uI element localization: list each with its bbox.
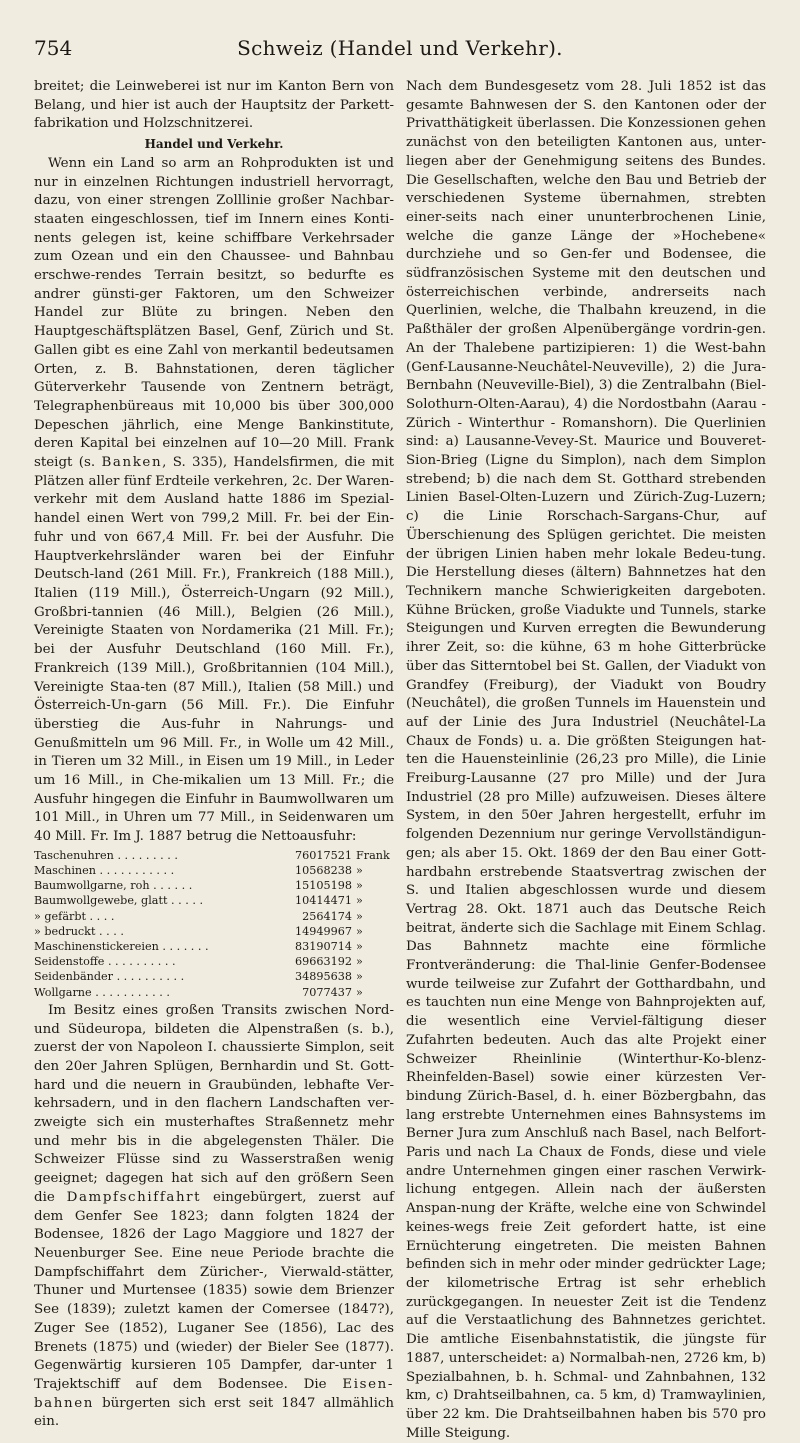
table-cell-item: Maschinenstickereien . . . . . . .: [34, 940, 209, 954]
table-cell-value: 2564174: [302, 909, 352, 923]
paragraph-text: bürgerten sich erst seit 1847 allmählich ein.: [34, 1395, 394, 1430]
table-cell-item: Maschinen . . . . . . . . . . .: [34, 864, 175, 878]
paragraph-continuation: breitet; die Leinweberei ist nur im Kanton Bern von Belang, und hier ist auch der Hauptsitz der Parkett-fabrikation und Holzschnitzerei.: [34, 79, 394, 132]
left-column: [34, 78, 395, 1430]
table-cell-value: 10414471: [295, 894, 352, 908]
table-row: [34, 848, 394, 863]
running-head: Schweiz (Handel und Verkehr).: [237, 36, 563, 60]
table-cell-unit: »: [356, 879, 363, 893]
table-cell-unit: »: [356, 955, 363, 969]
table-row: [34, 939, 394, 954]
table-cell-unit: »: [356, 894, 363, 908]
emphasized-term: Dampfschiffahrt: [66, 1189, 202, 1205]
export-table: [34, 848, 394, 1000]
table-cell-unit: »: [356, 924, 363, 938]
paragraph-text: , S. 335), Handelsfirmen, die mit Plätzen aller fünf Erdteile verkehren, 2c. Der Waren-verkehr mit dem Ausland hatte 1886 im Spezial-handel einen Wert von 799,2 Mill. Fr. bei der Ein-fuhr und von 667,4 Mill. Fr. bei der Ausfuhr. Die Hauptverkehrsländer waren bei der Einfuhr Deutsch-land (261 Mill. Fr.), Frankreich (188 Mill.), Italien (119 Mill.), Österreich-Ungarn (92 Mill.), Großbri-tannien (46 Mill.), Belgien (26 Mill.), Vereinigte Staaten von Nordamerika (21 Mill. Fr.); bei der Ausfuhr Deutschland (160 Mill. Fr.), Frankreich (139 Mill.), Großbritannien (104 Mill.), Vereinigte Staa-ten (87 Mill.), Italien (58 Mill.) und Österreich-Un-garn (56 Mill. Fr.). Die Einfuhr überstieg die Aus-fuhr in Nahrungs- und Genußmitteln um 96 Mill. Fr., in Wolle um 42 Mill., in Tieren um 32 Mill., in Eisen um 19 Mill., in Leder um 16 Mill., in Che-mikalien um 13 Mill. Fr.; die Ausfuhr hingegen die Einfuhr in Baumwollwaren um 101 Mill., in Uhren um 77 Mill., in Seidenwaren um 40 Mill. Fr. Im J. 1887 betrug die Nettoausfuhr:: [34, 455, 394, 845]
table-cell-item: Taschenuhren . . . . . . . . .: [34, 848, 178, 862]
table-cell-item: Seidenbänder . . . . . . . . . .: [34, 970, 185, 984]
page-number: 754: [34, 36, 73, 60]
table-row: [34, 969, 394, 984]
table-row: [34, 924, 394, 939]
table-cell-value: 69663192: [295, 955, 352, 969]
paragraph-text: eingebürgert, zuerst auf dem Genfer See 1823; dann folgten 1824 der Bodensee, 1826 der Lago Maggiore und 1827 der Neuenburger See. Eine neue Periode brachte die Dampfschiffahrt dem Züricher-, Vierwald-stätter, Thuner und Murtensee (1835) sowie dem Brienzer See (1839); zuletzt kamen der Comersee (1847?), Zuger See (1852), Luganer See (1856), Lac des Brenets (1875) und (wieder) der Bieler See (1877). Gegenwärtig kursieren 105 Dampfer, dar-unter 1 Trajektschiff auf dem Bodensee. Die: [34, 1189, 395, 1392]
table-cell-value: 14949967: [295, 924, 352, 938]
paragraph-railways: Nach dem Bundesgesetz vom 28. Juli 1852 ist das gesamte Bahnwesen der S. den Kantonen oder der Privatthätigkeit überlassen. Die Konzessionen gehen zunächst von den beteiligten Kantonen aus, unter-liegen aber der Genehmigung seitens des Bundes. Die Gesellschaften, welche den Bau und Betrieb der verschiedenen Systeme übernahmen, strebten einer-seits nach einer ununterbrochenen Linie, welche die ganze Länge der »Hochebene« durchziehe und so Gen-fer und Bodensee, die südfranzösischen Systeme mit den deutschen und österreichischen verbinde, andrerseits nach Querlinien, welche, die Thalbahn kreuzend, in die Paßthäler der großen Alpenübergänge vordrin-gen. An der Thalebene partizipieren: 1) die West-bahn (Genf-Lausanne-Neuchâtel-Neuveville), 2) die Jura-Bernbahn (Neuveville-Biel), 3) die Zentralbahn (Biel-Solothurn-Olten-Aarau), 4) die Nordostbahn (Aarau - Zürich - Winterthur - Romanshorn). Die Querlinien sind: a) Lausanne-Vevey-St. Maurice und Bouveret-Sion-Brieg (Ligne du Simplon), nach dem Simplon strebend; b) die nach dem St. Gotthard strebenden Linien Basel-Olten-Luzern und Zürich-Zug-Luzern; c) die Linie Rorschach-Sargans-Chur, auf Überschienung des Splügen gerichtet. Die meisten der übrigen Linien haben mehr lokale Bedeu-tung. Die Herstellung dieses (ältern) Bahnnetzes hat den Technikern manche Schwierigkeiten dargeboten. Kühne Brücken, große Viadukte und Tunnels, starke Steigungen und Kurven erregten die Bewunderung ihrer Zeit, so: die kühne, 63 m hohe Gitterbrücke über das Sitterntobel bei St. Gallen, der Viadukt von Grandfey (Freiburg), der Viadukt von Boudry (Neuchâtel), die großen Tunnels im Hauenstein und auf der Linie des Jura Industriel (Neuchâtel-La Chaux de Fonds) u. a. Die größten Steigungen hat-ten die Hauensteinlinie (26,23 pro Mille), die Linie Freiburg-Lausanne (27 pro Mille) und der Jura Industriel (28 pro Mille) aufzuweisen. Dieses ältere System, in den 50er Jahren hergestellt, erfuhr im folgenden Dezennium nur geringe Vervollständigun-gen; als aber 15. Okt. 1869 der den Bau einer Gott-hardbahn erstrebende Staatsvertrag zwischen der S. und Italien abgeschlossen wurde und diesem Vertrag 28. Okt. 1871 auch das Deutsche Reich beitrat, änderte sich die Sachlage mit Einem Schlag. Das Bahnnetz machte eine förmliche Frontveränderung: die Thal-linie Genfer-Bodensee wurde teilweise zur Zufahrt der Gotthardbahn, und es tauchten nun eine Menge von Bahnprojekten auf, die wesentlich eine Verviel-fältigung dieser Zufahrten bedeuten. Auch das alte Projekt einer Schweizer Rheinlinie (Winterthur-Ko-blenz-Rheinfelden-Basel) sowie einer kürzesten Ver-bindung Zürich-Basel, d. h. einer Bözbergbahn, das lang erstrebte Unternehmen eines Bahnsystems im Berner Jura zum Anschluß nach Basel, nach Belfort-Paris und nach La Chaux de Fonds, diese und viele andre Unternehmen gingen einer raschen Verwirk-lichung entgegen. Allein nach der äußersten Anspan-nung der Kräfte, welche eine von Schwindel keines-wegs freie Zeit gefordert hatte, ist eine Ernüchterung eingetreten. Die meisten Bahnen befinden sich in mehr oder minder gedrückter Lage; der kilometrische Ertrag ist sehr erheblich zurückgegangen. In neuester Zeit ist die Tendenz auf die Verstaatlichung des Bahnnetzes gerichtet. Die amtliche Eisenbahnstatistik, die jüngste für 1887, unterscheidet: a) Normalbah-nen, 2726 km, b) Spezialbahnen, b. h. Schmal- und Zahnbahnen, 132 km, c) Drahtseilbahnen, ca. 5 km, d) Tramwaylinien, über 22 km. Die Drahtseilbahnen haben bis 570 pro Mille Steigung.: [406, 79, 766, 1441]
paragraph-text: Im Besitz eines großen Transits zwischen Nord- und Südeuropa, bildeten die Alpenstraßen (s. b.), zuerst der von Napoleon I. chaussierte Simplon, seit den 20er Jahren Splügen, Bernhardin und St. Gott-hard und die neuern in Graubünden, lebhafte Ver-kehrsadern, und in den flachern Landschaften ver-zweigte sich ein musterhaftes Straßennetz mehr und mehr bis in die abgelegensten Thäler. Die Schweizer Flüsse sind zu Wasserstraßen wenig geeignet; dagegen hat sich auf den größern Seen die: [34, 1002, 394, 1205]
table-row: [34, 954, 394, 969]
table-cell-unit: Frank: [356, 848, 390, 862]
table-cell-value: 15105198: [295, 879, 352, 893]
table-cell-value: 34895638: [295, 970, 352, 984]
table-cell-unit: »: [356, 864, 363, 878]
table-row: [34, 878, 394, 893]
table-row: [34, 909, 394, 924]
table-cell-item: Seidenstoffe . . . . . . . . . .: [34, 955, 176, 969]
table-cell-value: 83190714: [295, 940, 352, 954]
table-cell-item: Wollgarne . . . . . . . . . . .: [34, 985, 170, 999]
page-header: [34, 36, 766, 64]
cross-reference: Banken: [101, 455, 163, 471]
table-cell-item: » gefärbt . . . .: [34, 909, 115, 923]
paragraph-transit: [34, 1002, 394, 1432]
table-cell-unit: »: [356, 985, 363, 999]
table-cell-item: » bedruckt . . . .: [34, 924, 124, 938]
table-cell-value: 7077437: [302, 985, 352, 999]
table-row: [34, 863, 394, 878]
table-cell-item: Baumwollgarne, roh . . . . . .: [34, 879, 193, 893]
table-cell-unit: »: [356, 909, 363, 923]
paragraph-trade: [34, 155, 394, 847]
table-row: [34, 893, 394, 908]
table-row: [34, 985, 394, 1000]
table-cell-value: 76017521: [295, 848, 352, 862]
table-cell-item: Baumwollgewebe, glatt . . . . .: [34, 894, 204, 908]
section-heading: Handel und Verkehr.: [144, 137, 284, 152]
table-cell-unit: »: [356, 970, 363, 984]
emphasized-term: Eisen-bahnen: [34, 1376, 395, 1411]
table-cell-unit: »: [356, 940, 363, 954]
table-cell-value: 10568238: [295, 864, 352, 878]
paragraph-text: Wenn ein Land so arm an Rohprodukten ist und nur in einzelnen Richtungen industriell hervorragt, dazu, von einer strengen Zolllinie großer Nachbar-staaten eingeschlossen, tief im Innern eines Konti-nents gelegen ist, keine schiffbare Verkehrsader zum Ozean und ein den Chaussee- und Bahnbau erschwe-rendes Terrain besitzt, so bedurfte es andrer günsti-ger Faktoren, um den Schweizer Handel zur Blüte zu bringen. Neben den Hauptgeschäftsplätzen Basel, Genf, Zürich und St. Gallen gibt es eine Zahl von merkantil bedeutsamen Orten, z. B. Bahnstationen, deren täglicher Güterverkehr Tausende von Zentnern beträgt, Telegraphenbüreaus mit 10,000 bis über 300,000 Depeschen jährlich, eine Menge Bankinstitute, deren Kapital bei einzelnen auf 10—20 Mill. Frank steigt (s.: [34, 155, 394, 471]
right-column: [406, 78, 766, 1441]
